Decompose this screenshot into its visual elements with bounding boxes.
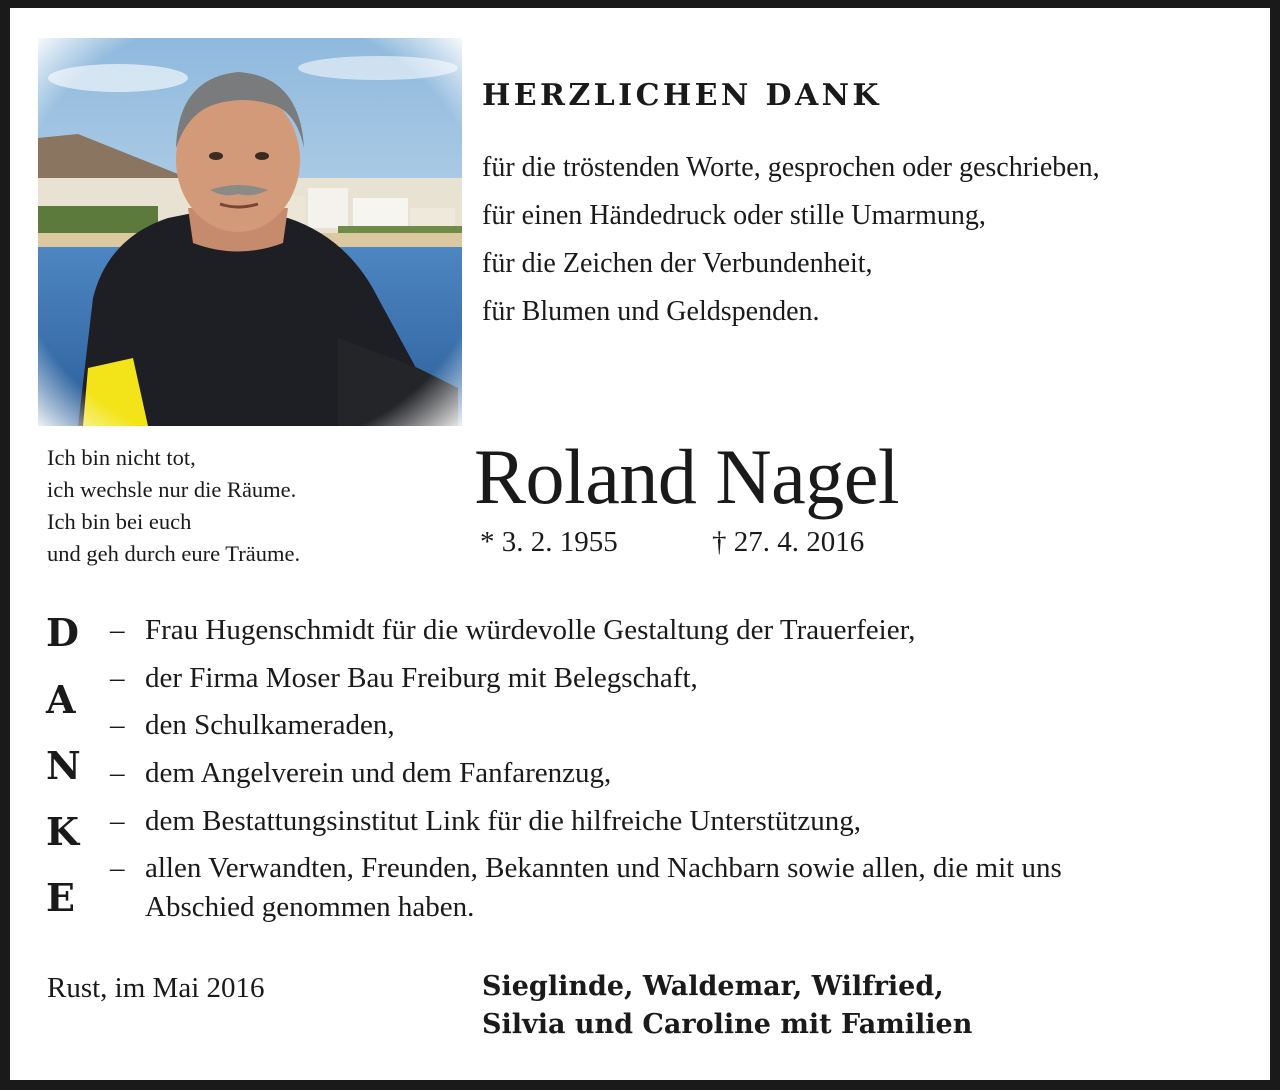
danke-letter: E <box>46 875 75 920</box>
death-date: † 27. 4. 2016 <box>712 526 865 558</box>
portrait-photo-image <box>38 38 462 426</box>
dash: – <box>110 614 125 646</box>
place-date: Rust, im Mai 2016 <box>47 972 265 1004</box>
list-item-text: Abschied genommen haben. <box>145 891 475 923</box>
poem-line: Ich bin bei euch <box>47 509 192 534</box>
list-item <box>110 659 698 698</box>
list-item-text: Frau Hugenschmidt für die würdevolle Gestaltung der Trauerfeier, <box>145 614 916 646</box>
danke-letter: K <box>46 809 80 854</box>
list-item <box>110 754 611 793</box>
poem-line: und geh durch eure Träume. <box>47 541 301 566</box>
list-item-text: allen Verwandten, Freunden, Bekannten und Nachbarn sowie allen, die mit uns <box>145 852 1062 884</box>
thanks-line: für die Zeichen der Verbundenheit, <box>482 248 873 279</box>
dash: – <box>110 662 125 694</box>
list-item <box>110 611 915 650</box>
dash: – <box>110 709 125 741</box>
dash: – <box>110 757 125 789</box>
signature-line: Sieglinde, Waldemar, Wilfried, <box>482 971 944 1002</box>
portrait-photo <box>38 38 462 426</box>
thanks-line: für einen Händedruck oder stille Umarmung, <box>482 200 986 231</box>
deceased-name: Roland Nagel <box>474 433 900 520</box>
signature-line: Silvia und Caroline mit Familien <box>482 1009 973 1040</box>
list-item-continuation <box>110 888 474 927</box>
danke-letter: N <box>46 743 81 788</box>
list-item-text: der Firma Moser Bau Freiburg mit Belegschaft, <box>145 662 698 694</box>
list-item <box>110 706 395 745</box>
danke-letter: D <box>46 610 79 655</box>
dash: – <box>110 852 125 884</box>
poem <box>47 442 300 570</box>
birth-date: * 3. 2. 1955 <box>480 526 618 558</box>
poem-line: ich wechsle nur die Räume. <box>47 477 297 502</box>
list-item <box>110 849 1062 888</box>
thanks-line: für Blumen und Geldspenden. <box>482 296 820 327</box>
thanks-lines <box>482 144 1100 336</box>
dash: – <box>110 805 125 837</box>
headline: HERZLICHEN DANK <box>482 78 882 113</box>
list-item <box>110 802 861 841</box>
poem-line: Ich bin nicht tot, <box>47 445 196 470</box>
list-item-text: dem Angelverein und dem Fanfarenzug, <box>145 757 612 789</box>
danke-letter: A <box>46 677 76 722</box>
signature <box>482 968 972 1044</box>
list-item-text: den Schulkameraden, <box>145 709 395 741</box>
list-item-text: dem Bestattungsinstitut Link für die hilfreiche Unterstützung, <box>145 805 861 837</box>
thanks-line: für die tröstenden Worte, gesprochen oder geschrieben, <box>482 152 1100 183</box>
